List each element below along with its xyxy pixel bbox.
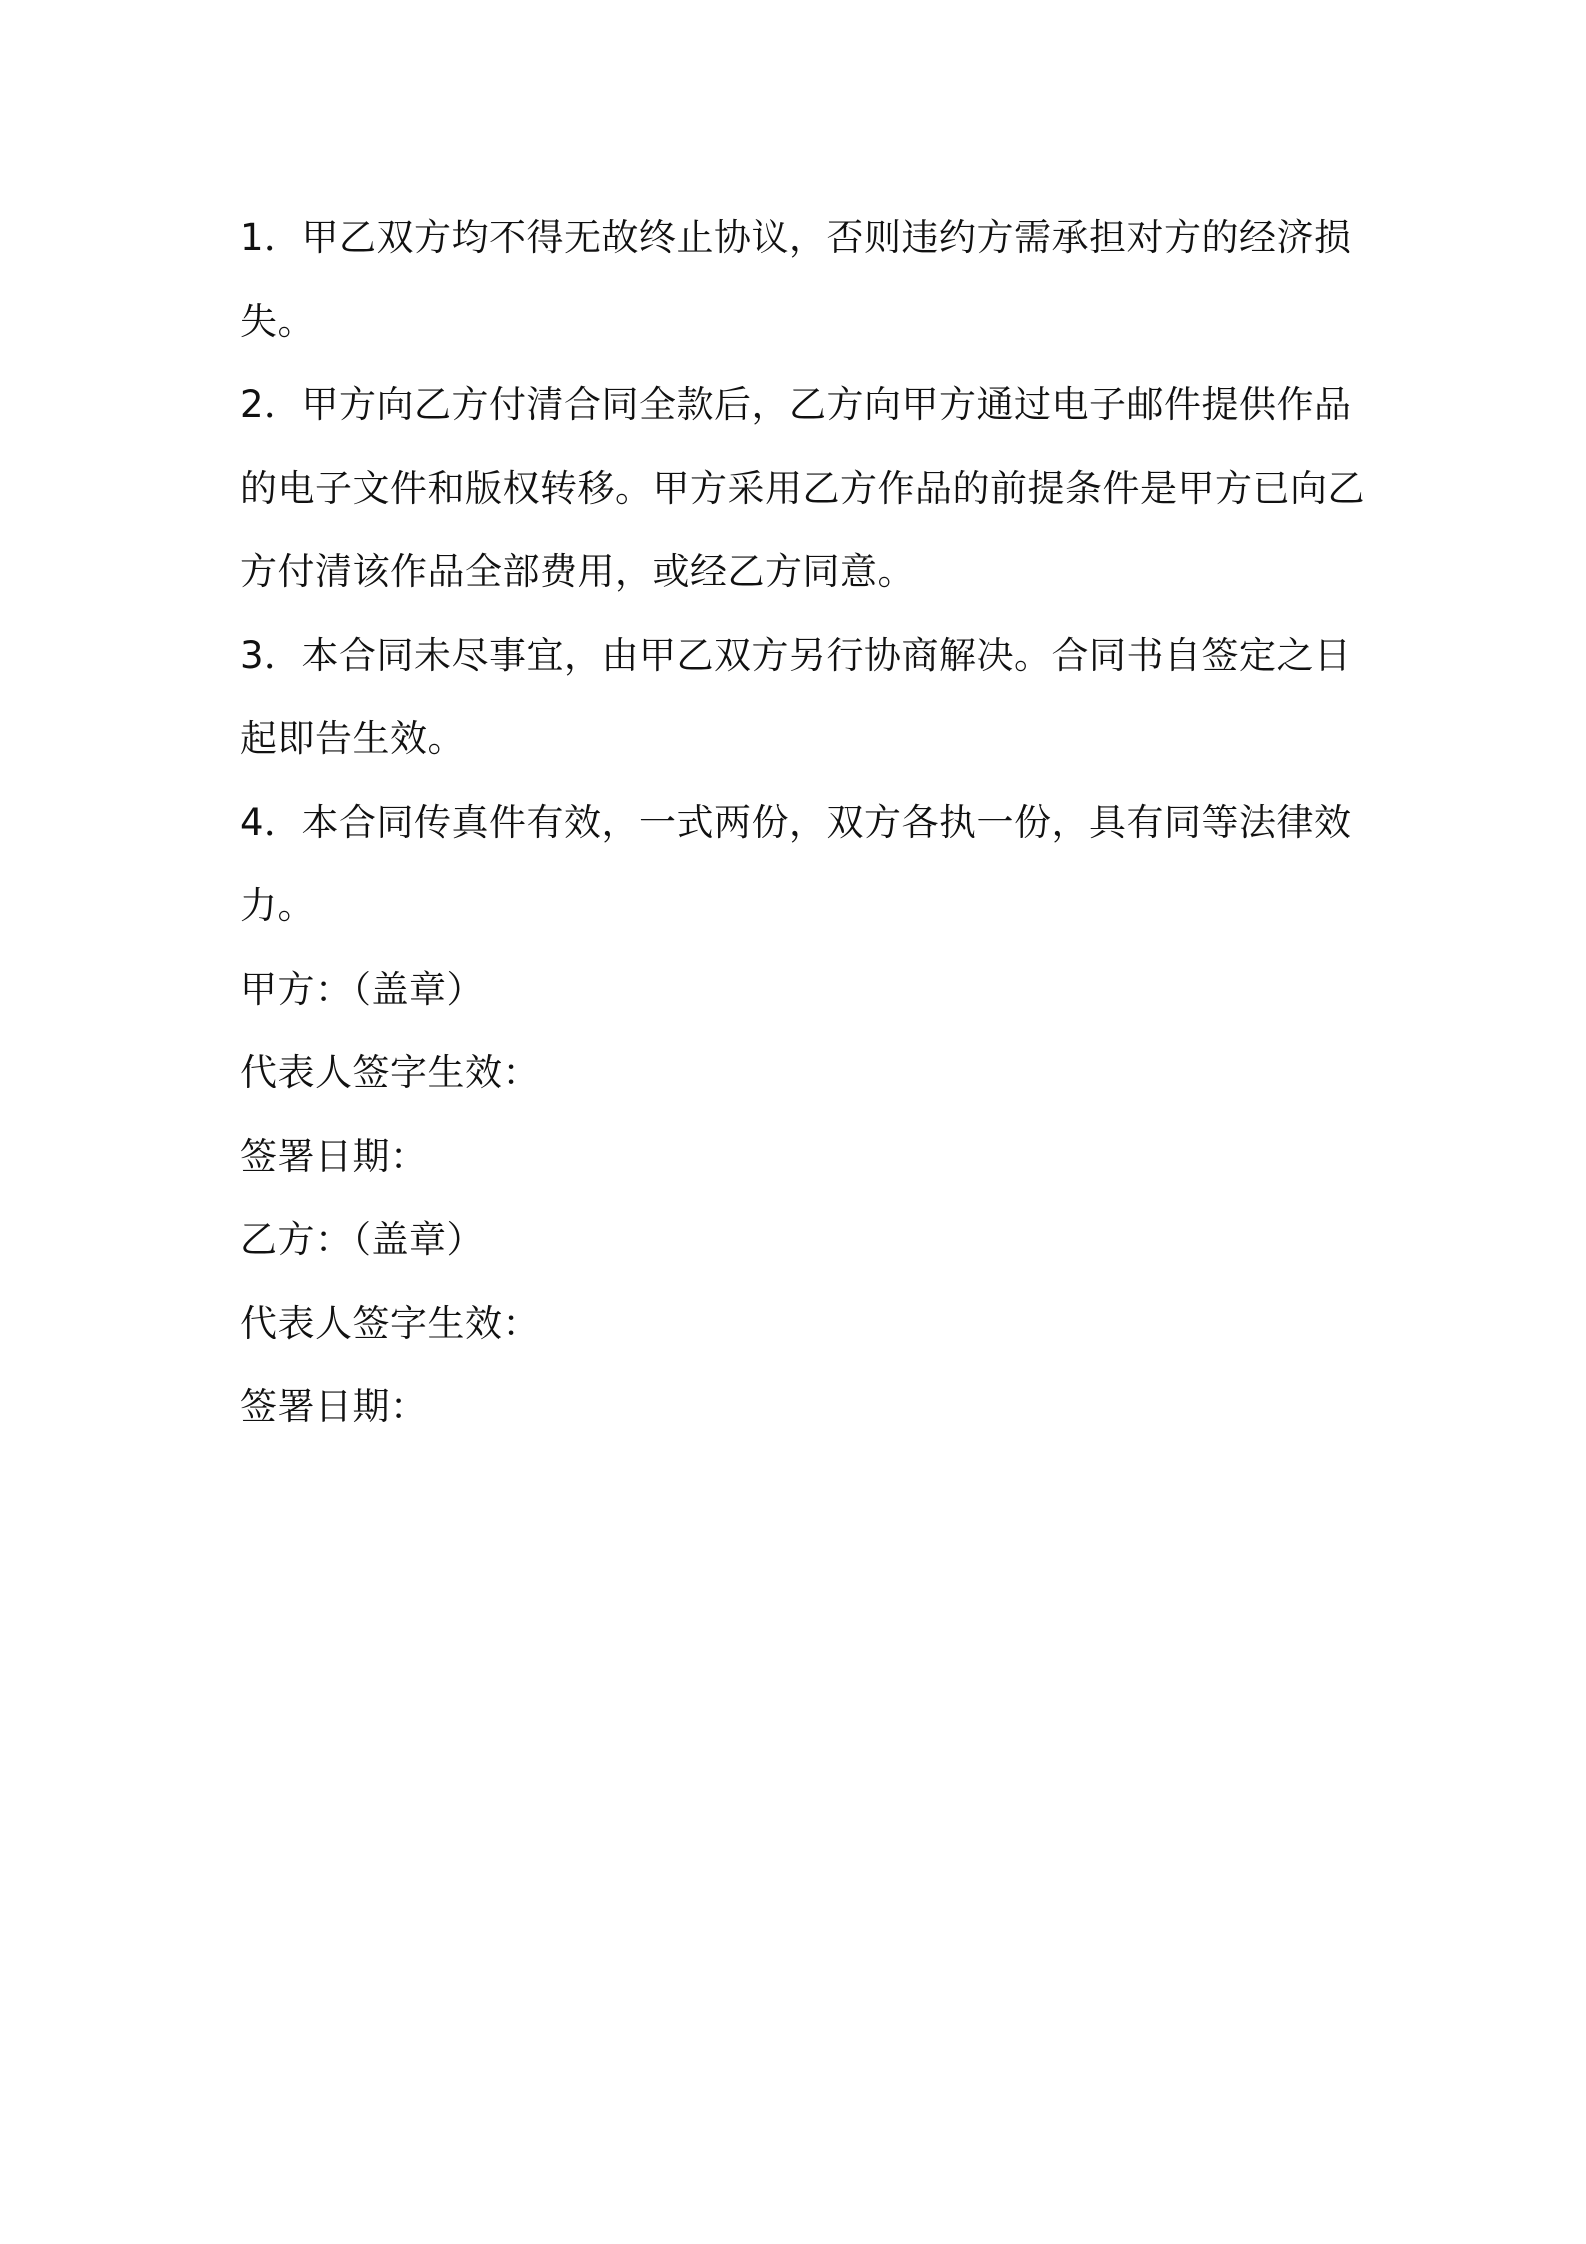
clause-1-line-2: 失。 — [240, 299, 315, 343]
clause-4 — [240, 781, 1355, 948]
party-a-signature-block — [240, 948, 1355, 1199]
clause-2 — [240, 363, 1365, 614]
clause-2-line-1: 2．甲方向乙方付清合同全款后，乙方向甲方通过电子邮件提供作品 — [240, 383, 1352, 426]
clause-1-line-1: 1．甲乙双方均不得无故终止协议，否则违约方需承担对方的经济损 — [240, 216, 1352, 259]
party-b-signature-block — [240, 1198, 1355, 1449]
party-b-date-label: 签署日期： — [240, 1385, 428, 1428]
clause-4-line-1: 4．本合同传真件有效，一式两份，双方各执一份，具有同等法律效 — [240, 800, 1352, 844]
clause-2-line-3: 方付清该作品全部费用，或经乙方同意。 — [240, 550, 915, 593]
party-b-representative-label: 代表人签字生效： — [240, 1301, 540, 1345]
party-a-seal-label: 甲方：（盖章） — [240, 967, 484, 1011]
clause-1 — [240, 196, 1355, 363]
contract-body — [240, 196, 1365, 1449]
party-a-representative-label: 代表人签字生效： — [240, 1051, 540, 1094]
clause-2-line-2: 的电子文件和版权转移。甲方采用乙方作品的前提条件是甲方已向乙 — [240, 466, 1365, 510]
party-a-date-label: 签署日期： — [240, 1134, 428, 1178]
clause-4-line-2: 力。 — [240, 884, 315, 927]
clause-3 — [240, 614, 1355, 781]
clause-3-line-2: 起即告生效。 — [240, 717, 465, 760]
clause-3-line-1: 3．本合同未尽事宜，由甲乙双方另行协商解决。合同书自签定之日 — [240, 633, 1352, 677]
party-b-seal-label: 乙方：（盖章） — [240, 1218, 484, 1261]
